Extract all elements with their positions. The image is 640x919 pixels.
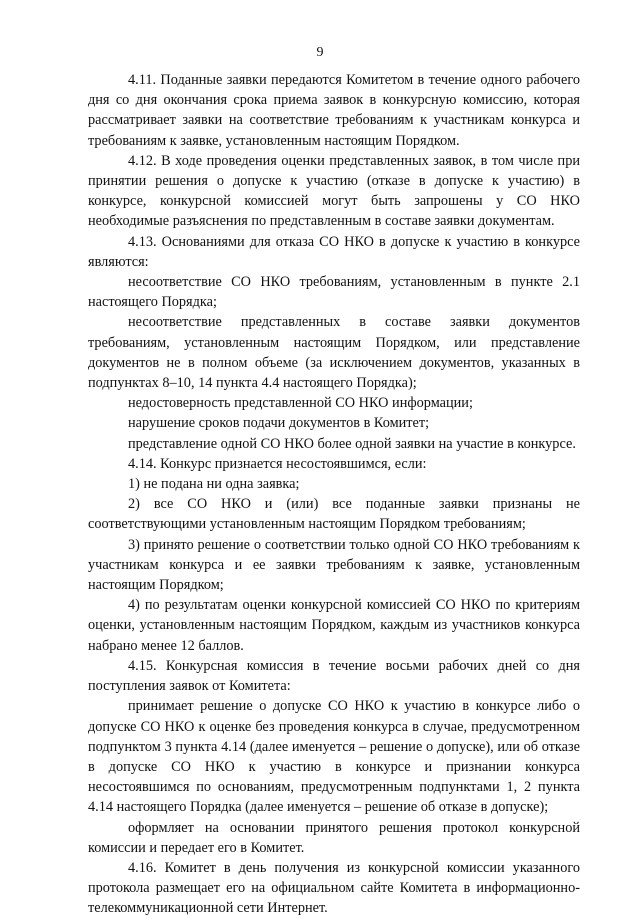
paragraph-4-14: 4.14. Конкурс признается несостоявшимся, если: bbox=[128, 455, 427, 472]
paragraph-4-14-item-3: 3) принято решение о соответствии только одной СО НКО требованиям к участникам конкурса и ее заявки требованиям к заявке, установленным настоящим Порядком; bbox=[88, 536, 580, 594]
paragraph-4-11: 4.11. Поданные заявки передаются Комитетом в течение одного рабочего дня со дня окончания срока приема заявок в конкурсную комиссию, которая рассматривает заявки на соответствие требованиям к участникам конкурса и требованиям к заявке, установленным настоящим Порядком. bbox=[88, 72, 580, 149]
paragraph-4-13-item-1: несоответствие СО НКО требованиям, установленным в пункте 2.1 настоящего Порядка; bbox=[88, 274, 580, 311]
paragraph-4-13: 4.13. Основаниями для отказа СО НКО в допуске к участию в конкурсе являются: bbox=[88, 233, 580, 270]
paragraph-4-14-item-1: 1) не подана ни одна заявка; bbox=[128, 476, 300, 493]
paragraph-4-13-item-3: недостоверность представленной СО НКО информации; bbox=[128, 395, 473, 412]
paragraph-4-14-item-2: 2) все СО НКО и (или) все поданные заявки признаны не соответствующими установленным настоящим Порядком требованиям; bbox=[88, 496, 580, 533]
paragraph-4-13-item-4: нарушение сроков подачи документов в Комитет; bbox=[128, 415, 430, 432]
paragraph-4-13-item-2: несоответствие представленных в составе заявки документов требованиям, установленным настоящим Порядком, или представление документов не в полном объеме (за исключением документов, указанных в подпунктах 8–10, 14 пункта 4.4 настоящего Порядка); bbox=[88, 314, 580, 392]
page-number: 9 bbox=[316, 45, 324, 60]
document-body bbox=[88, 70, 580, 919]
paragraph-4-16: 4.16. Комитет в день получения из конкурсной комиссии указанного протокола размещает его на официальном сайте Комитета в информационно-телекоммуникационной сети Интернет. bbox=[88, 859, 580, 917]
paragraph-4-15-item-2: оформляет на основании принятого решения протокол конкурсной комиссии и передает его в Комитет. bbox=[88, 819, 580, 856]
paragraph-4-15: 4.15. Конкурсная комиссия в течение восьми рабочих дней со дня поступления заявок от Комитета: bbox=[88, 657, 580, 695]
paragraph-4-12: 4.12. В ходе проведения оценки представленных заявок, в том числе при принятии решения о допуске к участию (отказе в допуске к участию) в конкурсе, конкурсной комиссией могут быть запрошены у СО НКО необходимые разъяснения по представленным в составе заявки документам. bbox=[88, 152, 580, 230]
paragraph-4-13-item-5: представление одной СО НКО более одной заявки на участие в конкурсе. bbox=[128, 435, 576, 452]
paragraph-4-14-item-4: 4) по результатам оценки конкурсной комиссией СО НКО по критериям оценки, установленным настоящим Порядком, каждым из участников конкурса набрано менее 12 баллов. bbox=[88, 597, 580, 654]
paragraph-4-15-item-1: принимает решение о допуске СО НКО к участию в конкурсе либо о допуске СО НКО к оценке без проведения конкурса в случае, предусмотренном подпунктом 3 пункта 4.14 (далее именуется – решение о допуске), или об отказе в допуске СО НКО к участию в конкурсе и признании конкурса несостоявшимся по основаниям, предусмотренным подпунктами 1, 2 пункта 4.14 настоящего Порядка (далее именуется – решение об отказе в допуске); bbox=[88, 698, 580, 816]
